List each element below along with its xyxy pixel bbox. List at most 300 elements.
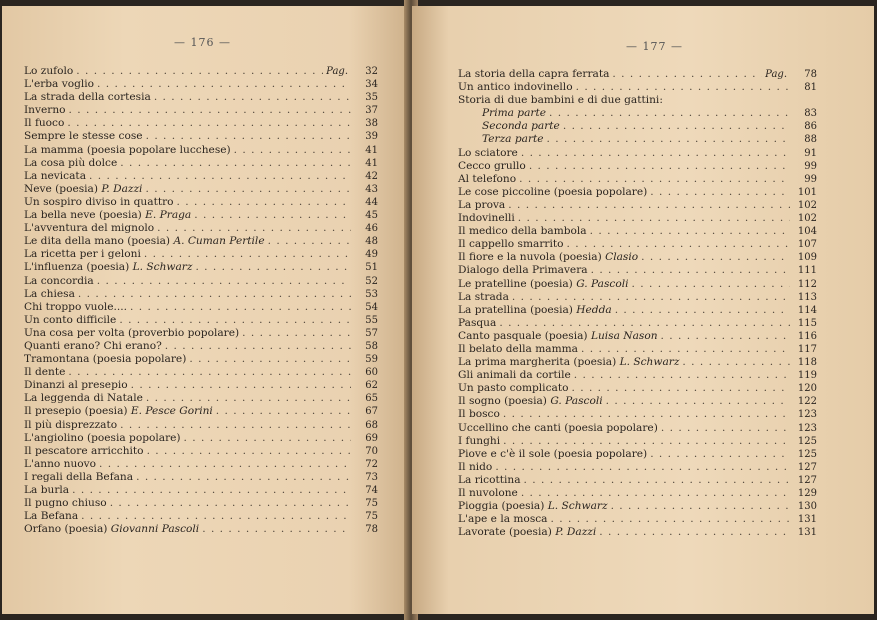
toc-entry-title: Il fiore e la nuvola (poesia) Clasio [458,251,639,264]
toc-entry [458,173,817,186]
toc-entry-page: 75 [365,511,378,523]
dot-leader [508,199,790,212]
toc-entry [458,343,817,356]
dot-leader [216,405,351,418]
toc-entry-title: Pioggia (poesia) L. Schwarz [458,500,608,513]
toc-entry [458,435,817,448]
dot-leader [202,523,351,536]
toc-entry-page: 102 [797,199,817,211]
toc-entry-title: Neve (poesia) P. Dazzi [24,182,143,195]
dot-leader [146,392,351,405]
toc-entry [24,432,378,445]
toc-entry-page: 58 [365,340,378,352]
toc-entry-title: La ricottina [458,473,521,486]
toc-entry-author: G. Pascoli [550,395,603,408]
toc-entry-page: 46 [365,223,378,235]
toc-entry [458,199,817,212]
toc-entry-page: 48 [365,236,378,248]
toc-entry-page: 43 [365,183,378,195]
toc-entry-author: Luisa Nason [590,329,658,342]
dot-leader [144,248,351,261]
toc-entry-page: 111 [797,265,817,277]
toc-entry-title: Il nuvolone [458,487,518,499]
toc-entry-title: La mamma (poesia popolare lucchese) [24,143,231,156]
toc-entry [24,327,378,340]
toc-entry-title: La prova [458,198,506,211]
dot-leader [131,379,351,392]
toc-entry-author: E. Praga [145,209,192,222]
toc-entry-title: Canto pasquale (poesia) Luisa Nason [458,329,658,342]
toc-entry [458,238,817,251]
toc-entry-page: 123 [797,409,817,421]
toc-entry-author: P. Dazzi [555,526,597,539]
toc-entry-page: 62 [365,380,378,392]
dot-leader [650,186,790,199]
toc-entry-page: 35 [365,92,378,104]
toc-entry [24,65,378,78]
dot-leader [130,301,351,314]
dot-leader [563,120,790,133]
dot-leader [120,157,351,170]
dot-leader [119,314,351,327]
dot-leader [612,68,762,81]
dot-leader [184,432,351,445]
dot-leader [529,160,790,173]
dot-leader [189,353,351,366]
toc-entry-title: Una cosa per volta (proverbio popolare) [24,326,240,339]
toc-entry [24,183,378,196]
dot-leader [574,369,790,382]
toc-entry-page: 38 [365,118,378,130]
toc-entry-page: 127 [797,461,817,473]
toc-entry-author: Giovanni Pascoli [110,523,200,536]
toc-entry [458,251,817,264]
pag-label: Pag. [765,69,787,80]
toc-entry-page: 88 [804,134,817,146]
toc-entry-page: 59 [365,354,378,366]
dot-leader [69,104,351,117]
toc-entry-author: Clasio [605,251,639,264]
toc-entry-title: L'anno nuovo [24,457,97,470]
toc-entry-title: La strada della cortesia [24,91,151,104]
dot-leader [581,343,790,356]
toc-entry-page: 52 [365,275,378,287]
left-page-number: — 176 — [174,36,231,49]
dot-leader [591,264,790,277]
toc-entry-title: Gli animali da cortile [458,369,571,382]
toc-entry [458,513,817,526]
toc-entry [24,235,378,248]
toc-entry-title: Prima parte [482,107,546,120]
toc-entry [458,94,817,107]
toc-entry-title: Il cappello smarrito [458,238,564,251]
toc-entry [458,212,817,225]
toc-entry-title: L'influenza (poesia) L. Schwarz [24,261,193,274]
toc-entry-title: Lavorate (poesia) P. Dazzi [458,526,597,539]
dot-leader [499,317,790,330]
toc-entry-title: Un antico indovinello [458,81,573,94]
dot-leader [571,382,790,395]
right-toc-list [458,68,817,539]
toc-entry [24,275,378,288]
toc-entry-page: 117 [797,343,817,355]
toc-entry [24,353,378,366]
toc-entry-page: 39 [365,131,378,143]
toc-entry-title: Lo sciatore [458,146,518,159]
toc-entry-title: Il nido [458,460,493,473]
toc-entry [24,405,378,418]
dot-leader [97,78,351,91]
dot-leader [165,340,351,353]
toc-entry-page: 113 [797,291,817,303]
toc-entry-page: 81 [804,82,817,94]
dot-leader [567,238,791,251]
toc-entry-title: Inverno [24,104,66,117]
toc-entry [458,330,817,343]
dot-leader [146,130,351,143]
toc-entry-title: Piove e c'è il sole (poesia popolare) [458,447,648,460]
dot-leader [641,251,790,264]
toc-entry-title: L'angiolino (poesia popolare) [24,431,181,444]
toc-entry [24,157,378,170]
toc-entry-page: 131 [797,527,817,539]
toc-entry-author: A. Cuman Pertile [173,235,265,248]
toc-entry-title: La strada [458,290,509,303]
toc-entry [24,471,378,484]
dot-leader [97,275,351,288]
toc-entry [458,317,817,330]
toc-entry-title: Il fuoco [24,117,65,130]
toc-entry-title: L'avventura del mignolo [24,222,155,235]
toc-entry [24,445,378,458]
toc-entry [24,261,378,274]
toc-entry-page: 78 [804,69,817,80]
toc-entry-title: Un conto difficile [24,313,117,326]
toc-entry-author: P. Dazzi [101,182,143,195]
toc-entry-title: Un sospiro diviso in quattro [24,195,174,208]
toc-entry-page: 55 [365,314,378,326]
toc-entry [458,369,817,382]
dot-leader [518,212,790,225]
toc-entry-author: E. Pesce Gorini [130,405,213,418]
toc-entry [458,81,817,94]
toc-entry-page: 115 [797,317,817,329]
toc-entry-page: 42 [365,170,378,182]
toc-entry-title: Tramontana (poesia popolare) [24,353,187,366]
toc-entry-author: L. Schwarz [547,500,608,513]
toc-entry [458,422,817,435]
toc-entry-title: L'ape e la mosca [458,513,548,526]
dot-leader [661,422,790,435]
toc-entry [458,160,817,173]
dot-leader [67,117,351,130]
toc-entry [24,91,378,104]
toc-entry-title: Quanti erano? Chi erano? [24,339,162,352]
toc-entry-title: Chi troppo vuole.... [24,300,128,313]
toc-entry-page: 119 [797,370,817,382]
toc-entry-title: Il sogno (poesia) G. Pascoli [458,395,603,408]
toc-entry [24,392,378,405]
toc-entry-title: I regali della Befana [24,470,134,483]
toc-entry-title: I funghi [458,434,501,447]
toc-entry [458,291,817,304]
toc-entry-title: Le dita della mano (poesia) A. Cuman Pertile [24,235,265,248]
toc-entry [458,120,817,133]
toc-entry-title: Un pasto complicato [458,382,569,395]
toc-entry-title: Il pescatore arricchito [24,444,144,457]
toc-entry [458,526,817,539]
toc-entry-page: 32 [365,66,378,77]
toc-entry-title: La bella neve (poesia) E. Praga [24,209,192,222]
dot-leader [521,147,790,160]
dot-leader [551,513,791,526]
dot-leader [495,461,790,474]
toc-entry-page: 51 [365,262,378,274]
toc-entry [458,264,817,277]
toc-entry-title: La pratellina (poesia) Hedda [458,303,612,316]
toc-entry-page: 67 [365,406,378,418]
toc-entry-title: Pasqua [458,316,497,329]
toc-entry-page: 120 [797,383,817,395]
dot-leader [512,291,790,304]
toc-entry [24,419,378,432]
dot-leader [590,225,790,238]
toc-entry-title: La chiesa [24,287,75,300]
toc-entry [458,461,817,474]
toc-entry-title: La nevicata [24,169,87,182]
dot-leader [110,497,351,510]
toc-entry-title: Indovinelli [458,212,515,225]
toc-entry-title: La storia della capra ferrata [458,68,610,80]
toc-entry [458,133,817,146]
toc-entry-title: Il dente [24,366,66,379]
dot-leader [549,107,790,120]
toc-entry-page: 127 [797,474,817,486]
right-page-number: — 177 — [626,40,683,53]
dot-leader [76,65,323,78]
toc-entry [458,356,817,369]
toc-entry-page: 41 [365,157,378,169]
toc-entry-page: 68 [365,419,378,431]
toc-entry-page: 75 [365,498,378,510]
dot-leader [154,91,351,104]
dot-leader [177,196,351,209]
toc-entry-title: Il pugno chiuso [24,497,107,510]
toc-entry [24,523,378,536]
dot-leader [78,288,351,301]
toc-entry-page: 34 [365,79,378,91]
toc-entry [458,487,817,500]
toc-entry-page: 112 [797,278,817,290]
dot-leader [72,484,351,497]
toc-entry [24,117,378,130]
toc-entry-author: Hedda [576,303,612,316]
dot-leader [576,81,790,94]
toc-entry-page: 57 [365,327,378,339]
dot-leader [195,261,351,274]
dot-leader [632,278,790,291]
toc-entry [24,248,378,261]
toc-entry-page: 99 [804,173,817,185]
toc-entry-page: 45 [365,210,378,222]
toc-entry [24,484,378,497]
dot-leader [194,209,351,222]
toc-entry [24,458,378,471]
dot-leader [242,327,351,340]
dot-leader [120,419,351,432]
dot-leader [519,173,790,186]
toc-entry-title: Cecco grullo [458,159,526,172]
toc-entry [24,340,378,353]
toc-entry-title: Il più disprezzato [24,418,118,431]
toc-entry [458,382,817,395]
toc-entry-title: Al telefono [458,172,517,185]
toc-entry-page: 86 [804,121,817,133]
toc-entry-title: La Befana [24,510,79,523]
left-page [2,6,410,614]
toc-entry-page: 102 [797,213,817,225]
toc-entry-page: 91 [804,147,817,159]
toc-entry-page: 53 [365,288,378,300]
toc-entry [458,68,817,81]
toc-entry-page: 78 [365,524,378,536]
toc-entry-page: 123 [797,422,817,434]
right-page [412,6,874,614]
toc-entry-title: La leggenda di Natale [24,392,143,405]
toc-entry-title: Terza parte [482,133,544,146]
toc-entry [24,130,378,143]
toc-entry [458,395,817,408]
toc-entry-title: La prima margherita (poesia) L. Schwarz [458,356,680,369]
toc-entry-page: 54 [365,301,378,313]
toc-entry [458,186,817,199]
toc-entry-page: 60 [365,367,378,379]
toc-entry [458,304,817,317]
toc-entry [24,209,378,222]
toc-entry-title: Dinanzi al presepio [24,379,128,392]
toc-entry [24,104,378,117]
toc-entry [24,170,378,183]
toc-entry [458,474,817,487]
left-toc-list [24,65,378,536]
toc-entry [458,107,817,120]
toc-entry [458,278,817,291]
toc-entry-title: Il belato della mamma [458,342,578,355]
toc-entry [24,497,378,510]
dot-leader [599,526,790,539]
toc-entry-page: 83 [804,108,817,120]
toc-entry-title: L'erba voglio [24,78,95,91]
dot-leader [157,222,351,235]
toc-entry-page: 69 [365,432,378,444]
toc-entry-page: 129 [797,488,817,499]
pag-label: Pag. [326,66,348,77]
toc-entry-page: 122 [797,396,817,408]
toc-entry-page: 74 [365,485,378,496]
toc-entry-title: Le cose piccoline (poesia popolare) [458,185,648,198]
toc-entry-page: 101 [797,186,817,198]
toc-entry-title: Dialogo della Primavera [458,264,588,277]
toc-entry-page: 99 [804,160,817,172]
toc-entry-page: 116 [797,330,817,342]
toc-entry-title: Uccellino che canti (poesia popolare) [458,421,658,434]
toc-entry-page: 49 [365,249,378,261]
toc-entry-page: 41 [365,144,378,156]
toc-entry-page: 109 [797,252,817,264]
dot-leader [611,500,790,513]
toc-entry [24,196,378,209]
toc-entry [24,366,378,379]
dot-leader [68,366,351,379]
dot-leader [650,448,790,461]
toc-entry-title: La concordia [24,274,94,287]
dot-leader [547,133,790,146]
toc-entry-author: L. Schwarz [619,356,680,369]
dot-leader [606,395,790,408]
toc-entry [24,301,378,314]
toc-entry [24,379,378,392]
toc-entry-title: Il medico della bambola [458,225,587,238]
toc-entry [24,510,378,523]
toc-entry-author: G. Pascoli [576,277,629,290]
dot-leader [524,474,790,487]
toc-entry [24,314,378,327]
toc-entry-title: Le pratelline (poesia) G. Pascoli [458,277,629,290]
toc-entry-page: 73 [365,471,378,483]
toc-entry-page: 104 [797,226,817,238]
toc-entry [24,222,378,235]
toc-entry-title: La cosa più dolce [24,156,118,169]
toc-entry [458,408,817,421]
toc-entry-page: 72 [365,458,378,470]
dot-leader [268,235,351,248]
toc-entry [458,448,817,461]
toc-entry [24,144,378,157]
dot-leader [682,356,790,369]
dot-leader [503,435,790,448]
toc-entry-page: 44 [365,196,378,208]
toc-entry-page: 107 [797,239,817,251]
toc-entry [458,147,817,160]
toc-entry-page: 70 [365,445,378,457]
toc-entry [458,225,817,238]
toc-entry-author: L. Schwarz [132,261,193,274]
toc-entry [458,500,817,513]
toc-entry-title: Seconda parte [482,120,560,133]
dot-leader [81,510,351,523]
toc-entry-page: 125 [797,435,817,447]
dot-leader [136,471,351,484]
toc-entry-title: La ricetta per i geloni [24,248,141,261]
toc-entry-title: Il presepio (poesia) E. Pesce Gorini [24,405,213,418]
toc-entry-page: 114 [797,304,817,316]
toc-entry-page: 118 [797,357,817,369]
toc-entry-page: 65 [365,393,378,405]
toc-entry-title: Il bosco [458,408,500,421]
toc-entry-page: 131 [797,514,817,526]
toc-entry [24,288,378,301]
dot-leader [234,144,351,157]
dot-leader [521,487,790,500]
dot-leader [615,304,790,317]
dot-leader [661,330,790,343]
toc-entry-title: Orfano (poesia) Giovanni Pascoli [24,523,200,536]
toc-entry-page: 130 [797,501,817,513]
toc-entry-title: Storia di due bambini e di due gattini: [458,94,663,107]
toc-entry-title: La burla [24,484,70,496]
toc-entry-page: 37 [365,105,378,117]
dot-leader [99,458,351,471]
